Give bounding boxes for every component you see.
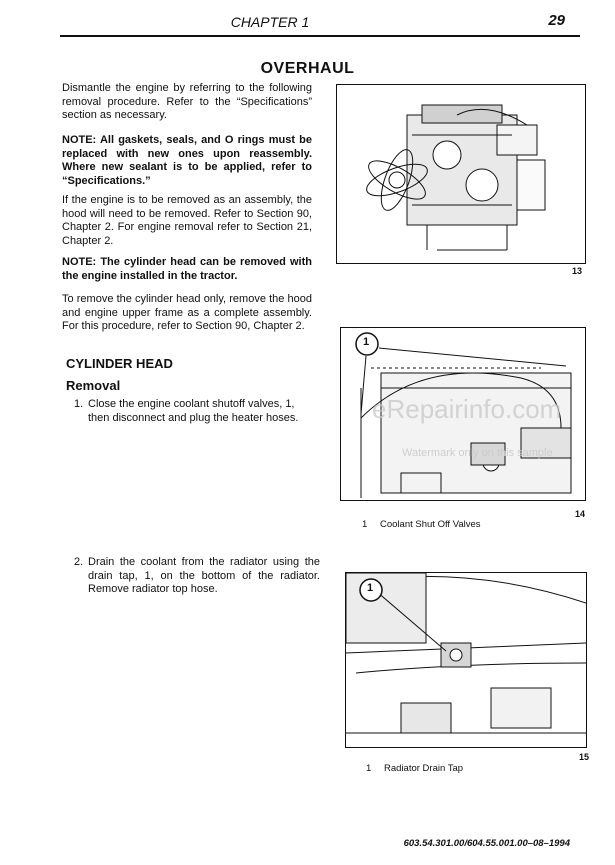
document-reference-footer: 603.54.301.00/604.55.001.00–08–1994 — [403, 838, 570, 849]
chapter-heading: CHAPTER 1 — [230, 14, 310, 30]
figure-14-callout-label: 1 — [363, 336, 370, 348]
figure-15-number: 15 — [579, 752, 590, 762]
page-number: 29 — [548, 12, 565, 29]
figure-15-caption — [366, 763, 576, 777]
section-heading: CYLINDER HEAD — [66, 356, 173, 371]
step-number: 2. — [74, 556, 84, 568]
caption-callout-number: 1 — [366, 763, 372, 774]
figure-15-callout-label: 1 — [367, 582, 374, 594]
step-2 — [74, 556, 320, 600]
step-text: Close the engine coolant shutoff valves, 1, then disconnect and plug the heater hoses. — [88, 398, 299, 424]
header-rule — [60, 35, 580, 37]
figure-13-number: 13 — [572, 266, 583, 276]
figure-13-engine-illustration — [336, 84, 586, 264]
intro-paragraph: Dismantle the engine by referring to the following removal procedure. Refer to the “Specifications” section as necessary. — [62, 82, 312, 121]
step-text: Drain the coolant from the radiator using the drain tap, 1, on the bottom of the radiator. Remove radiator top hose. — [88, 556, 320, 595]
figure-14-number: 14 — [575, 509, 586, 519]
page-title: OVERHAUL — [260, 60, 355, 77]
step-number: 1. — [74, 398, 84, 410]
note-cylinder-head: NOTE: The cylinder head can be removed with the engine installed in the tractor. — [62, 256, 312, 282]
engine-removal-paragraph: If the engine is to be removed as an assembly, the hood will need to be removed. Refer to Section 90, Chapter 2. For engine removal refer to Section 21, Chapter 2. — [62, 194, 312, 247]
engine-drawing — [337, 85, 585, 263]
head-removal-paragraph: To remove the cylinder head only, remove the hood and engine upper frame as a complete assembly. For this procedure, refer to Section 90, Chapter 2. — [62, 293, 312, 332]
caption-callout-number: 1 — [362, 519, 368, 530]
watermark-sub: Watermark only on this sample — [402, 447, 553, 459]
radiator-drawing — [346, 573, 586, 747]
note-gaskets: NOTE: All gaskets, seals, and O rings must be replaced with new ones upon reassembly. Where new sealant is to be applied, refer to “Specifications.” — [62, 134, 312, 187]
caption-text: Radiator Drain Tap — [384, 763, 464, 774]
watermark-main: eRepairinfo.com — [372, 394, 562, 424]
step-1 — [74, 398, 316, 428]
caption-text: Coolant Shut Off Valves — [380, 519, 481, 530]
figure-15-radiator-illustration — [345, 572, 587, 748]
subsection-heading: Removal — [66, 378, 121, 393]
figure-14-caption — [362, 519, 582, 533]
